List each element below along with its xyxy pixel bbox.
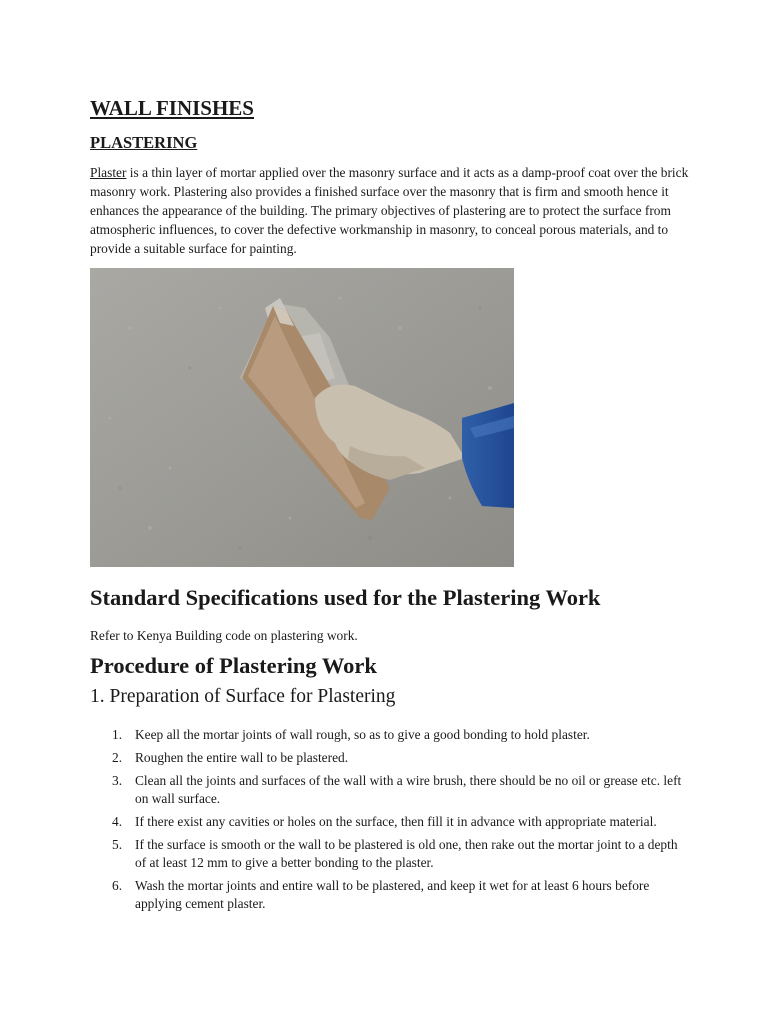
plaster-link[interactable]: Plaster [90,165,127,180]
list-item-text: Clean all the joints and surfaces of the wall with a wire brush, there should be no oil or grease etc. left on wall surface. [135,773,682,806]
list-item [90,772,690,808]
list-item-number: 6. [112,878,123,893]
list-item-text: If the surface is smooth or the wall to be plastered is old one, then rake out the mortar joint to a depth of at least 12 mm to give a better bonding to the plaster. [135,837,678,870]
specifications-text: Refer to Kenya Building code on plastering work. [90,628,358,643]
list-item [90,749,690,767]
list-item-text: Keep all the mortar joints of wall rough, so as to give a good bonding to hold plaster. [135,727,590,742]
list-item [90,726,690,744]
list-item-number: 2. [112,750,123,765]
plastering-photo [90,268,514,567]
heading-procedure: Procedure of Plastering Work [90,653,377,678]
list-item-text: Wash the mortar joints and entire wall to be plastered, and keep it wet for at least 6 hours before applying cement plaster. [135,878,650,911]
list-item-number: 1. [112,727,123,742]
list-item-number: 5. [112,837,123,852]
list-item [90,877,690,913]
preparation-steps-list [90,726,690,918]
list-item-text: If there exist any cavities or holes on the surface, then fill it in advance with appropriate material. [135,814,657,829]
list-item-text: Roughen the entire wall to be plastered. [135,750,349,765]
heading-specifications: Standard Specifications used for the Plastering Work [90,585,601,610]
list-item [90,813,690,831]
intro-text: is a thin layer of mortar applied over the masonry surface and it acts as a damp-proof coat over the brick masonry work. Plastering also provides a finished surface over the masonry that is firm and smooth hence it enhances the appearance of the building. The primary objectives of plastering are to protect the surface from atmospheric influences, to cover the defective workmanship in masonry, to conceal porous materials, and to provide a suitable surface for painting. [90,165,689,256]
section-title-plastering: PLASTERING [90,133,198,152]
page-title: WALL FINISHES [90,96,254,120]
intro-paragraph [90,163,690,258]
list-item [90,836,690,872]
list-item-number: 4. [112,814,123,829]
subheading-preparation: 1. Preparation of Surface for Plastering [90,686,396,707]
list-item-number: 3. [112,773,123,788]
